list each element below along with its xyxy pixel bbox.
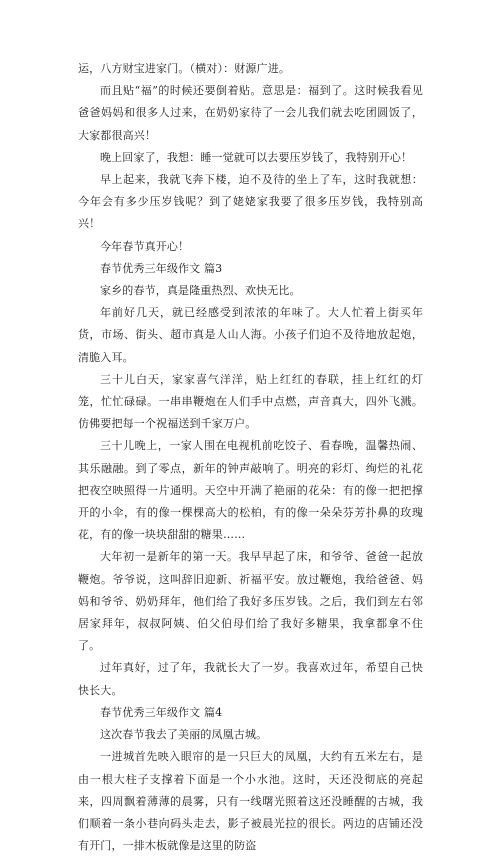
paragraph: 家乡的春节，真是隆重热烈、欢快无比。: [100, 284, 301, 298]
paragraph: 年前好几天，就已经感受到浓浓的年味了。大人忙着上街买年货，市场、街头、超市真是人山人海。小孩子们迫不及待地放起炮，清脆入耳。: [78, 306, 423, 364]
paragraph: 一进城首先映入眼帘的是一只巨大的凤凰，大约有五米左右，是由一根大柱子支撑着下面是一个小水池。这时，天还没彻底的亮起来，四周飘着薄薄的晨雾，只有一线曙光照着这还没睡醒的古城，我们顺着一条小巷向码头走去，影子被晨光拉的很长。两边的店铺还没有开门，一排木板就像是这里的防盗: [78, 750, 423, 853]
section-heading: 春节优秀三年级作文 篇3: [100, 261, 223, 275]
section-heading: 春节优秀三年级作文 篇4: [100, 705, 223, 719]
paragraph: 三十儿白天，家家喜气洋洋，贴上红红的春联，挂上红红的灯笼，忙忙碌碌。一串串鞭炮在人们手中点燃，声音真大，四外飞溅。仿佛要把每一个祝福送到千家万户。: [78, 372, 423, 431]
paragraph: 而且贴“福”的时候还要倒着贴。意思是：福到了。这时候我看见爸爸妈妈和很多人过来，在奶奶家待了一会儿我们就去吃团圆饭了，大家都很高兴！: [78, 84, 423, 142]
paragraph: 过年真好，过了年，我就长大了一岁。我喜欢过年，希望自己快快长大。: [78, 661, 423, 697]
paragraph: 三十儿晚上，一家人围在电视机前吃饺子、看春晚，温馨热闹、其乐融融。到了零点，新年的钟声敲响了。明亮的彩灯、绚烂的礼花把夜空映照得一片通明。天空中开满了艳丽的花朵：有的像一把把撑开的小伞，有的像一棵棵高大的松柏，有的像一朵朵芬芳扑鼻的玫瑰花，有的像一块块甜甜的糖果……: [78, 439, 423, 542]
paragraph: 早上起来，我就飞奔下楼，迫不及待的坐上了车，这时我就想：今年会有多少压岁钱呢？到了姥姥家我要了很多压岁钱，我特别高兴！: [78, 173, 423, 231]
paragraph: 运，八方财宝进家门。（横对）：财源广进。: [78, 62, 290, 75]
document-body: [78, 58, 423, 857]
paragraph: 大年初一是新年的第一天。我早早起了床，和爷爷、爸爸一起放鞭炮。爷爷说，这叫辞旧迎新、祈福平安。放过鞭炮，我给爸爸、妈妈和爷爷、奶奶拜年，他们给了我好多压岁钱。之后，我们到左右邻居家拜年，叔叔阿姨、伯父伯母们给了我好多糖果，我拿都拿不住了。: [78, 550, 423, 653]
paragraph: 晚上回家了，我想：睡一觉就可以去要压岁钱了，我特别开心！: [100, 150, 413, 164]
paragraph: 这次春节我去了美丽的凤凰古城。: [100, 728, 268, 742]
paragraph: 今年春节真开心！: [100, 239, 190, 253]
